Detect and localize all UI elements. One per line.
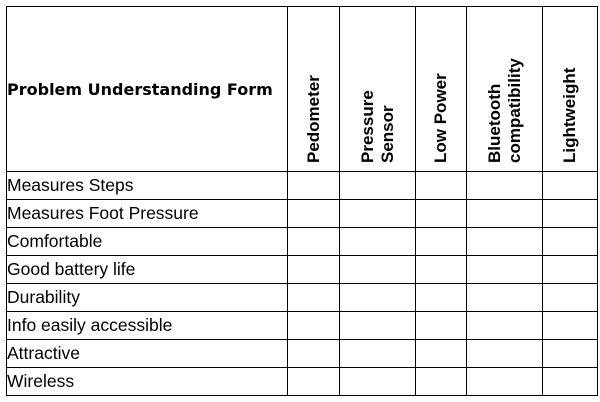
column-label: Pressure Sensor <box>357 90 397 163</box>
table-cell[interactable] <box>543 200 598 228</box>
table-row <box>7 172 598 200</box>
table-cell[interactable] <box>288 368 340 396</box>
row-label: Durability <box>7 284 288 312</box>
column-header-lightweight <box>543 7 598 172</box>
row-label: Comfortable <box>7 228 288 256</box>
table-row <box>7 340 598 368</box>
table-row <box>7 284 598 312</box>
table-row <box>7 312 598 340</box>
column-label: Low Power <box>431 73 450 163</box>
table-cell[interactable] <box>467 200 543 228</box>
header-row <box>7 7 598 172</box>
table-cell[interactable] <box>288 312 340 340</box>
table-cell[interactable] <box>416 340 467 368</box>
table-cell[interactable] <box>340 340 416 368</box>
table-cell[interactable] <box>467 312 543 340</box>
column-header-pressure-sensor <box>340 7 416 172</box>
table-cell[interactable] <box>467 256 543 284</box>
column-label: Pedometer <box>303 75 323 163</box>
column-header-pedometer <box>288 7 340 172</box>
row-label: Measures Steps <box>7 172 288 200</box>
table-cell[interactable] <box>340 284 416 312</box>
table-cell[interactable] <box>288 172 340 200</box>
row-label: Wireless <box>7 368 288 396</box>
column-header-bluetooth-compatibility <box>467 7 543 172</box>
problem-understanding-table <box>6 6 598 396</box>
table-cell[interactable] <box>543 256 598 284</box>
table-row <box>7 200 598 228</box>
table-cell[interactable] <box>340 368 416 396</box>
row-label: Attractive <box>7 340 288 368</box>
table-cell[interactable] <box>467 368 543 396</box>
column-label: Lightweight <box>560 67 579 163</box>
table-cell[interactable] <box>543 228 598 256</box>
table-cell[interactable] <box>467 284 543 312</box>
table-cell[interactable] <box>288 200 340 228</box>
table-row <box>7 228 598 256</box>
row-label: Good battery life <box>7 256 288 284</box>
table-cell[interactable] <box>288 228 340 256</box>
table-cell[interactable] <box>416 312 467 340</box>
table-cell[interactable] <box>543 340 598 368</box>
table-cell[interactable] <box>467 340 543 368</box>
row-label: Measures Foot Pressure <box>7 200 288 228</box>
table-cell[interactable] <box>416 368 467 396</box>
table-cell[interactable] <box>340 312 416 340</box>
table-cell[interactable] <box>340 172 416 200</box>
table-cell[interactable] <box>543 172 598 200</box>
table-cell[interactable] <box>288 284 340 312</box>
table-cell[interactable] <box>467 228 543 256</box>
table-cell[interactable] <box>543 284 598 312</box>
table-cell[interactable] <box>416 228 467 256</box>
table-cell[interactable] <box>416 172 467 200</box>
table-row <box>7 256 598 284</box>
column-header-low-power <box>416 7 467 172</box>
form-title: Problem Understanding Form <box>7 7 288 172</box>
column-label: Bluetooth compatibility <box>484 58 524 163</box>
row-label: Info easily accessible <box>7 312 288 340</box>
table-cell[interactable] <box>288 256 340 284</box>
table-cell[interactable] <box>340 256 416 284</box>
table-cell[interactable] <box>543 312 598 340</box>
table-cell[interactable] <box>340 228 416 256</box>
table-cell[interactable] <box>543 368 598 396</box>
table-cell[interactable] <box>416 256 467 284</box>
table-row <box>7 368 598 396</box>
table-cell[interactable] <box>416 200 467 228</box>
table-cell[interactable] <box>416 284 467 312</box>
table-cell[interactable] <box>467 172 543 200</box>
table-cell[interactable] <box>340 200 416 228</box>
table-cell[interactable] <box>288 340 340 368</box>
